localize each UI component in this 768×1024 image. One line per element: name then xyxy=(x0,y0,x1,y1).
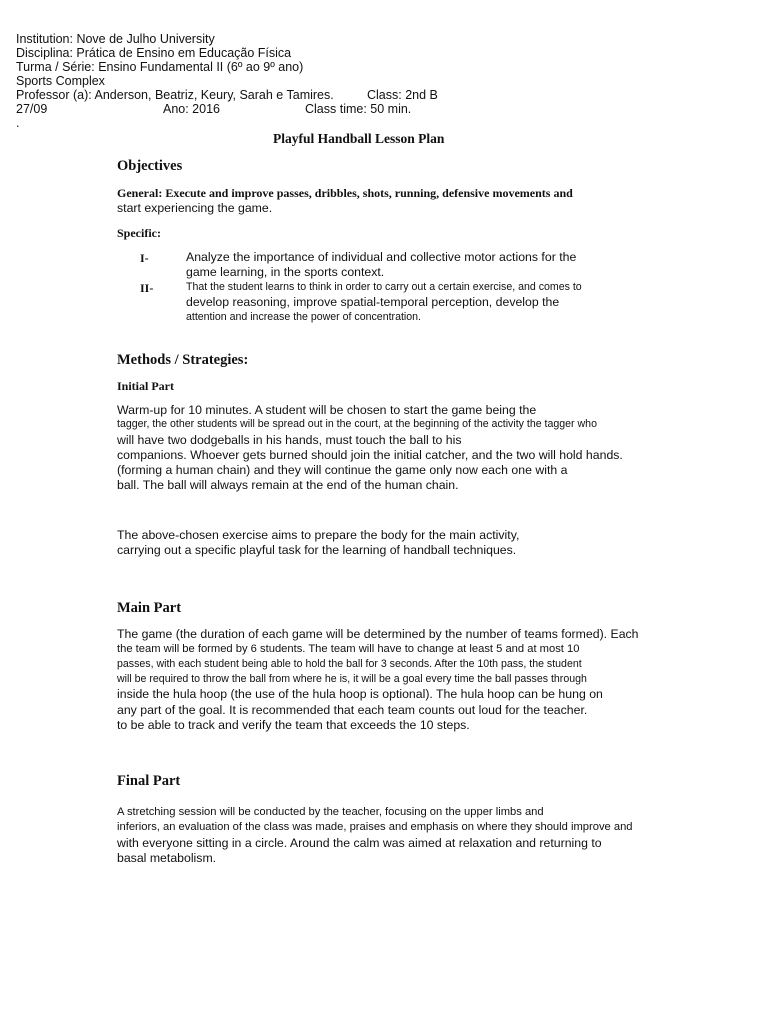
main-line-3: passes, with each student being able to hold the ball for 3 seconds. After the 10th pass, the student xyxy=(117,658,582,670)
initial-line-5: (forming a human chain) and they will continue the game only now each one with a xyxy=(117,463,568,477)
main-line-6: any part of the goal. It is recommended that each team counts out loud for the teacher. xyxy=(117,703,588,717)
initial-line-1: Warm-up for 10 minutes. A student will be chosen to start the game being the xyxy=(117,403,537,417)
main-line-2: the team will be formed by 6 students. The team will have to change at least 5 and at most 10 xyxy=(117,643,580,655)
initial-line-3: will have two dodgeballs in his hands, must touch the ball to his xyxy=(117,433,462,447)
main-line-4: will be required to throw the ball from where he is, it will be a goal every time the ball passes through xyxy=(117,673,587,685)
specific-1-line-1: Analyze the importance of individual and collective motor actions for the xyxy=(186,250,577,264)
header-disciplina: Disciplina: Prática de Ensino em Educação Física xyxy=(16,46,292,60)
specific-1-line-2: game learning, in the sports context. xyxy=(186,265,385,279)
header-professor: Professor (a): Anderson, Beatriz, Keury, Sarah e Tamires. xyxy=(16,88,334,102)
header-turma: Turma / Série: Ensino Fundamental II (6º ao 9º ano) xyxy=(16,60,304,74)
final-line-4: basal metabolism. xyxy=(117,851,217,865)
specific-numeral-1: I- xyxy=(140,251,149,265)
main-line-7: to be able to track and verify the team that exceeds the 10 steps. xyxy=(117,718,470,732)
header-dot: . xyxy=(16,116,20,130)
general-objective-bold: General: Execute and improve passes, dribbles, shots, running, defensive movements and xyxy=(117,186,573,200)
general-objective-rest: start experiencing the game. xyxy=(117,201,273,215)
document-title: Playful Handball Lesson Plan xyxy=(273,131,445,146)
specific-2-line-1: That the student learns to think in order to carry out a certain exercise, and comes to xyxy=(186,281,582,293)
initial-line-6: ball. The ball will always remain at the end of the human chain. xyxy=(117,478,459,492)
main-part-heading: Main Part xyxy=(117,600,182,616)
final-line-1: A stretching session will be conducted by the teacher, focusing on the upper limbs and xyxy=(117,806,544,818)
main-line-1: The game (the duration of each game will be determined by the number of teams formed). Each xyxy=(117,627,639,641)
final-line-3: with everyone sitting in a circle. Around the calm was aimed at relaxation and returning to xyxy=(117,836,602,850)
initial-line-2: tagger, the other students will be spread out in the court, at the beginning of the activity the tagger who xyxy=(117,418,597,430)
final-part-heading: Final Part xyxy=(117,773,181,789)
main-line-5: inside the hula hoop (the use of the hula hoop is optional). The hula hoop can be hung on xyxy=(117,687,603,701)
objectives-heading: Objectives xyxy=(117,158,183,174)
header-date: 27/09 xyxy=(16,102,48,116)
header-location: Sports Complex xyxy=(16,74,105,88)
specific-label: Specific: xyxy=(117,226,161,240)
header-class-time: Class time: 50 min. xyxy=(305,102,412,116)
methods-heading: Methods / Strategies: xyxy=(117,352,249,368)
specific-2-line-3: attention and increase the power of concentration. xyxy=(186,311,421,323)
header-institution: Institution: Nove de Julho University xyxy=(16,32,215,46)
initial-part-heading: Initial Part xyxy=(117,379,174,393)
header-year: Ano: 2016 xyxy=(163,102,220,116)
specific-2-line-2: develop reasoning, improve spatial-temporal perception, develop the xyxy=(186,295,560,309)
final-line-2: inferiors, an evaluation of the class was made, praises and emphasis on where they should improve and xyxy=(117,821,633,833)
specific-numeral-2: II- xyxy=(140,281,154,295)
aim-line-1: The above-chosen exercise aims to prepare the body for the main activity, xyxy=(117,528,520,542)
aim-line-2: carrying out a specific playful task for the learning of handball techniques. xyxy=(117,543,517,557)
header-class: Class: 2nd B xyxy=(367,88,438,102)
initial-line-4: companions. Whoever gets burned should join the initial catcher, and the two will hold hands. xyxy=(117,448,623,462)
